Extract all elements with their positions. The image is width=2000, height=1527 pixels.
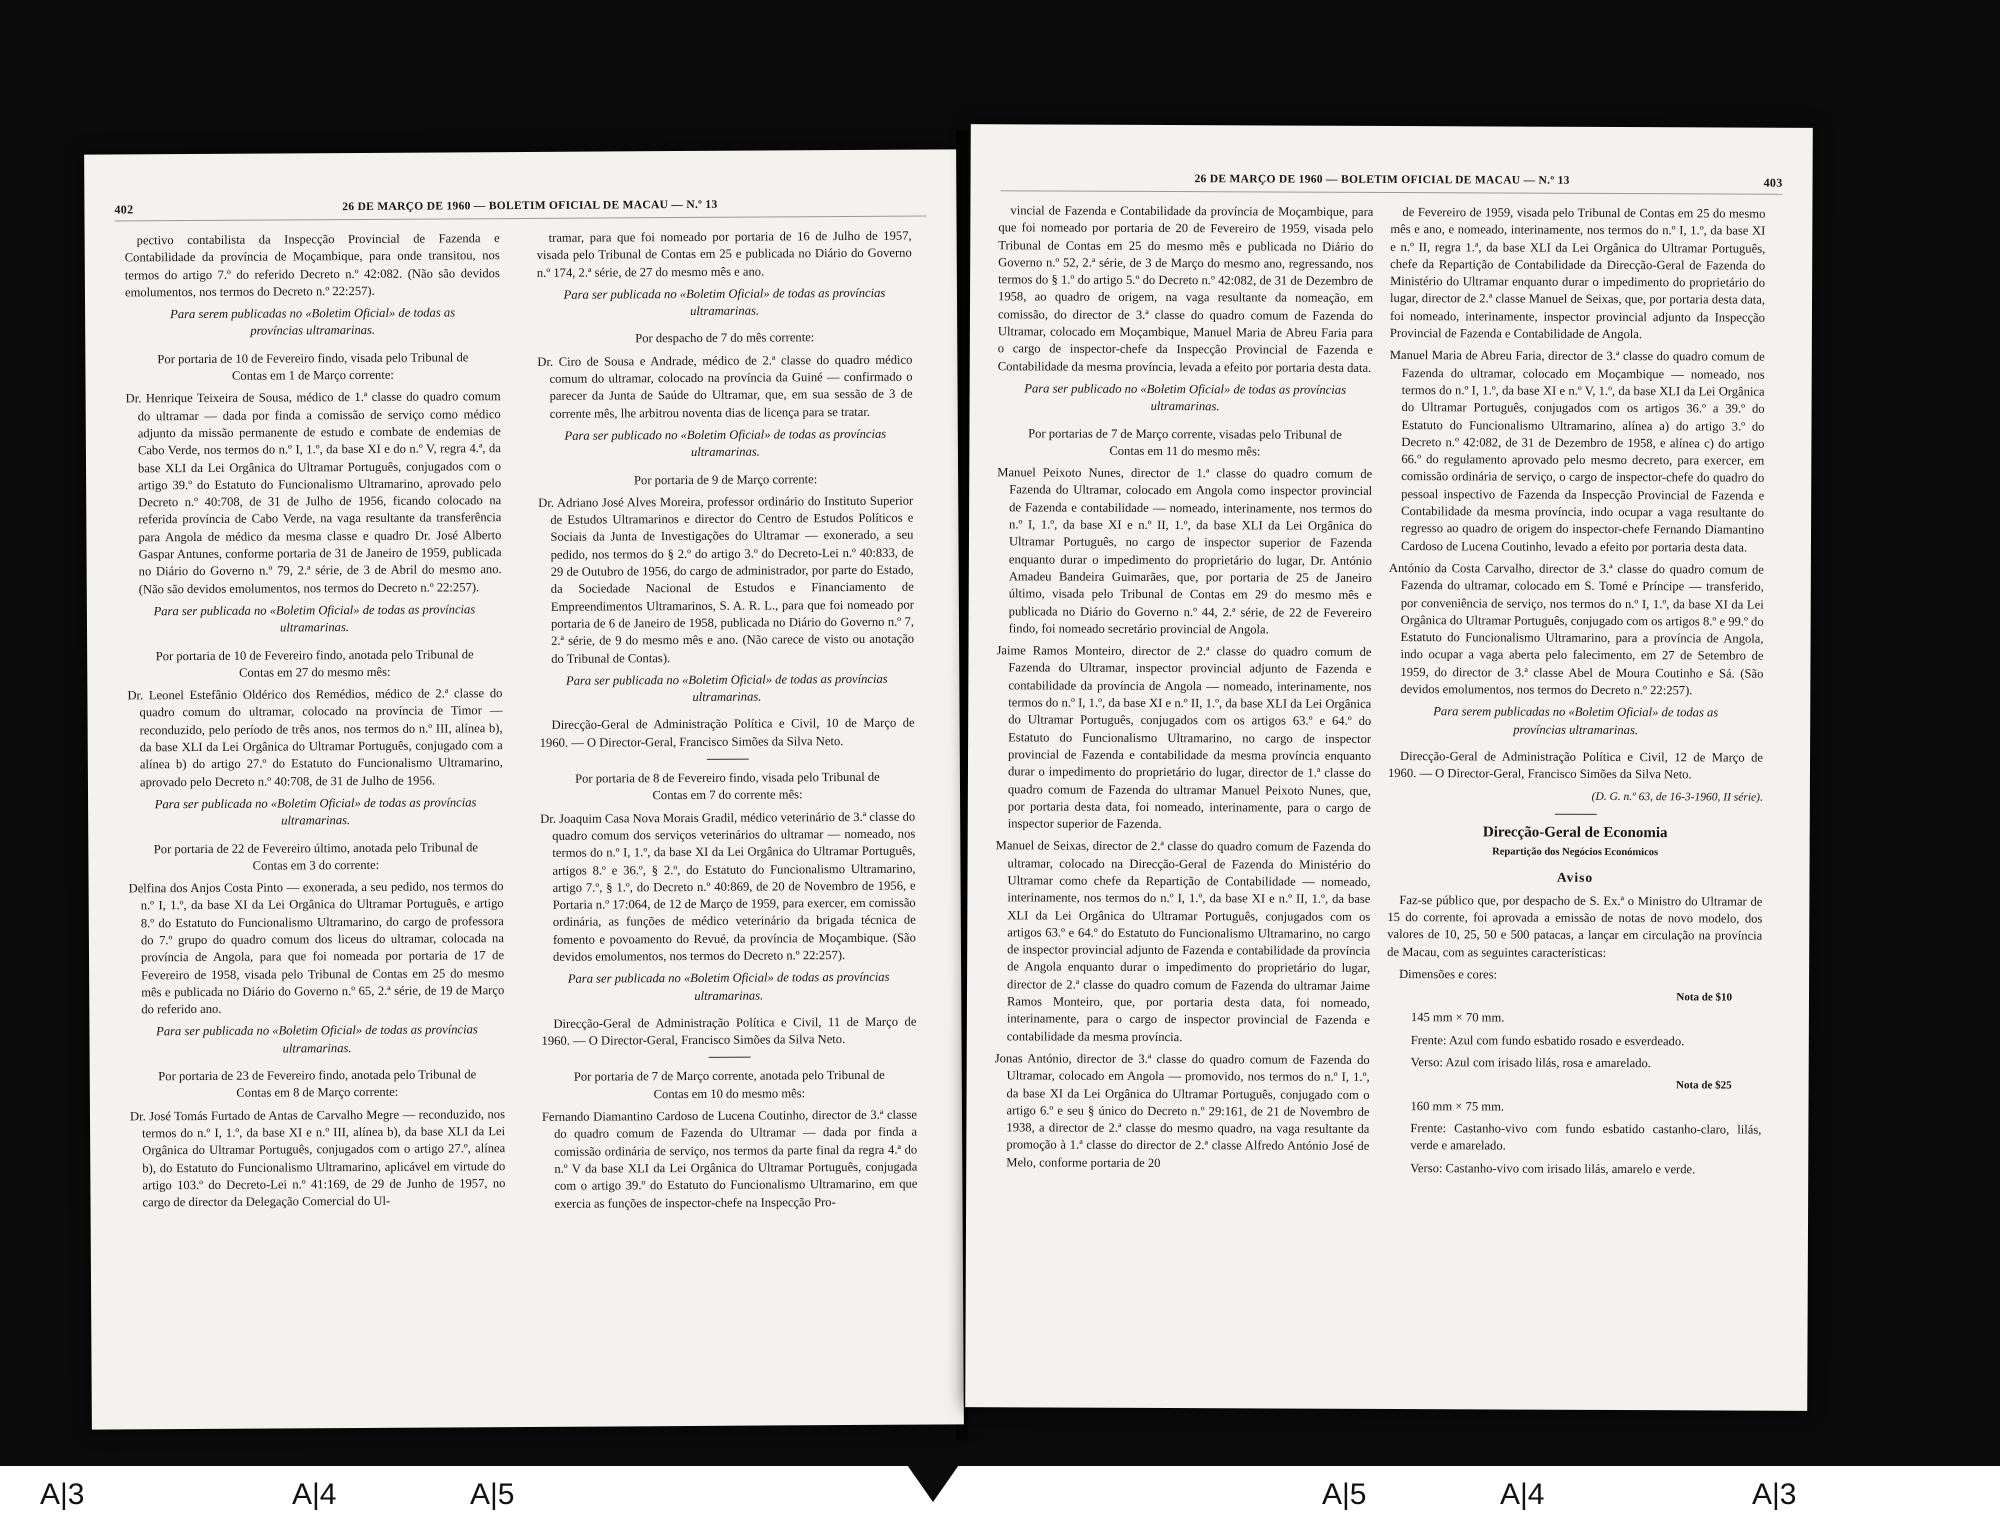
portaria-heading: Por portaria de 7 de Março corrente, anotada pelo Tribunal de Contas em 10 do mesmo mês: bbox=[573, 1068, 885, 1101]
entry-paragraph: Manuel de Seixas, director de 2.ª classe do quadro comum de Fazenda do ultramar, colocado na Direcção-Geral de Fazenda do Ministério do Ultramar como chefe da Repartição de Contabilidade — nomeado, interinamente, nos termos do n.º I, 1.º, da base XI e n.º II, 1.º, da base XLI da Lei Orgânica do Ultramar Português, conjugados com os artigos 63.º e 64.º do Estatuto do Funcionalismo Ultramarino, no cargo de inspector provincial adjunto de Fazenda e contabilidade da província de Angola enquanto durar o impedimento do proprietário do lugar, director de 2.ª classe do quadro comum de Fazenda do ultramar Jaime Ramos Monteiro, que, por portaria desta data, foi nomeado, interinamente, para o cargo de inspector provincial de Fazenda e contabilidade da mesma província. bbox=[995, 838, 1371, 1044]
spec-line: Frente: Castanho-vivo com fundo esbatido castanho-claro, lilás, verde e amarelado. bbox=[1410, 1121, 1762, 1153]
citation: (D. G. n.º 63, de 16-3-1960, II série). bbox=[1591, 790, 1763, 804]
portaria-heading: Por portaria de 9 de Março corrente: bbox=[633, 471, 818, 487]
entry-paragraph: Manuel Peixoto Nunes, director de 1.ª classe do quadro comum de Fazenda do Ultramar, colocado em Angola como inspector provincial de Fazenda e contabilidade — nomeado, interinamente, nos termos do n.º I, 1.º, da base XI e n.º II, 1.º, da base XLI da Lei Orgânica do Ultramar Português, no cargo de inspector superior de Fazenda enquanto durar o impedimento do proprietário do lugar, Dr. António Amadeu Bandeira Guimarães, que, por portaria de 25 de Janeiro último, visada pelo Tribunal de Contas em 29 do mesmo mês e publicada no Diário do Governo n.º 44, 2.ª série, de 22 de Fevereiro findo, foi nomeado secretário provincial de Angola. bbox=[997, 465, 1373, 637]
right-column-1 bbox=[994, 202, 1373, 1178]
spec-line: Verso: Castanho-vivo com irisado lilás, amarelo e verde. bbox=[1410, 1160, 1696, 1176]
publication-note: Para ser publicada no «Boletim Oficial» de todas as províncias ultramarinas. bbox=[565, 671, 888, 705]
notice-title: Aviso bbox=[1556, 870, 1594, 886]
portaria-heading: Por portaria de 10 de Fevereiro findo, visada pelo Tribunal de Contas em 1 de Março corrente: bbox=[157, 350, 469, 383]
section-title: Direcção-Geral de Economia bbox=[1482, 824, 1668, 842]
film-mark: A|5 bbox=[1322, 1478, 1367, 1511]
entry-paragraph: Dr. Ciro de Sousa e Andrade, médico de 2.ª classe do quadro médico comum do ultramar, colocado na província da Guiné — confirmado o parecer da Junta de Saúde do Ultramar, que, em sua sessão de 3 de corrente mês, lhe arbitrou noventa dias de licença para se tratar. bbox=[537, 352, 913, 421]
separator-rule bbox=[708, 1057, 750, 1058]
right-page bbox=[965, 124, 1813, 1411]
spec-line: Verso: Azul com irisado lilás, rosa e amarelado. bbox=[1410, 1055, 1652, 1071]
portaria-heading: Por portarias de 7 de Março corrente, visadas pelo Tribunal de Contas em 11 do mesmo mês: bbox=[1028, 425, 1342, 459]
page-number: 403 bbox=[1763, 175, 1783, 190]
spec-line: 145 mm × 70 mm. bbox=[1410, 1010, 1505, 1025]
publication-note: Para ser publicada no «Boletim Oficial» de todas as províncias ultramarinas. bbox=[567, 970, 890, 1003]
paragraph: pectivo contabilista da Inspecção Provincial de Fazenda e Contabilidade da província de Moçambique, para onde transitou, nos termos do artigo 7.º do referido Decreto n.º 42:082. (Não são devidos emolumentos, nos termos do Decreto n.º 22:257). bbox=[124, 231, 500, 300]
publication-note: Para ser publicada no «Boletim Oficial» de todas as províncias ultramarinas. bbox=[154, 795, 477, 828]
note-heading: Nota de $25 bbox=[1675, 1079, 1732, 1092]
entry-paragraph: Dr. Joaquim Casa Nova Morais Gradil, médico veterinário de 3.ª classe do quadro comum dos serviços veterinários do ultramar — nomeado, nos termos do n.º I, 1.º, da base XI da Lei Orgânica do Ultramar Português, artigos 8.º e 36.º, § 2.º, do Estatuto do Funcionalismo Ultramarino, artigo 7.º, § 1.º, do Decreto n.º 40:869, de 20 de Novembro de 1956, e Portaria n.º 17:064, de 12 de Março de 1959, para exercer, em comissão ordinária, as funções de médico veterinário da brigada técnica de fomento e povoamento do Revué, da província de Moçambique. (São devidos emolumentos, nos termos do Decreto n.º 22:257). bbox=[540, 809, 916, 964]
publication-note: Para serem publicadas no «Boletim Oficial» de todas as províncias ultramarinas. bbox=[170, 305, 456, 339]
running-header: 26 DE MARÇO DE 1960 — BOLETIM OFICIAL DE MACAU — N.º 13 bbox=[342, 198, 718, 214]
separator-rule bbox=[706, 759, 748, 760]
publication-note: Para ser publicado no «Boletim Oficial» de todas as províncias ultramarinas. bbox=[564, 426, 887, 460]
entry-paragraph: Dr. José Tomás Furtado de Antas de Carvalho Megre — reconduzido, nos termos do n.º I, 1.º, da base XI e n.º III, alínea b), da base XLI da Lei Orgânica do Ultramar Português, conjugados com o artigo 27.º, alínea b), do Estatuto do Funcionalismo Ultramarino, aplicável em virtude do artigo 103.º do Decreto-Lei n.º 41:169, de 29 de Junho de 1957, no cargo de director da Delegação Comercial do Ul- bbox=[129, 1106, 506, 1210]
entry-paragraph: Fernando Diamantino Cardoso de Lucena Coutinho, director de 3.ª classe do quadro comum de Fazenda do Ultramar — dada por finda a comissão ordinária de serviço, nos termos da parte final da regra 4.ª do n.º V da base XLI da Lei Orgânica do Ultramar Português, conjugada com o artigo 39.º do Estatuto do Funcionalismo Ultramarino, em que exercia as funções de inspector-chefe na Inspecção Pro- bbox=[541, 1107, 918, 1211]
right-column-2 bbox=[1386, 204, 1765, 1183]
paragraph: tramar, para que foi nomeado por portaria de 16 de Julho de 1957, visada pelo Tribunal de Contas em 25 e publicada no Diário do Governo n.º 174, 2.ª série, de 27 do mesmo mês e ano. bbox=[536, 228, 912, 280]
spec-line: Frente: Azul com fundo esbatido rosado e esverdeado. bbox=[1410, 1032, 1685, 1049]
publication-note: Para ser publicada no «Boletim Oficial» de todas as províncias ultramarinas. bbox=[563, 285, 886, 319]
film-mark: A|5 bbox=[470, 1478, 515, 1511]
left-column-2 bbox=[537, 228, 918, 1218]
signature-line: Direcção-Geral de Administração Política e Civil, 12 de Março de 1960. — O Director-Geral, Francisco Simões da Silva Neto. bbox=[1387, 748, 1764, 782]
entry-paragraph: Delfina dos Anjos Costa Pinto — exonerada, a seu pedido, nos termos do n.º I, 1.º, da base XI da Lei Orgânica do Ultramar Português, e artigo 8.º do Estatuto do Funcionalismo Ultramarino, do cargo de professora do 7.º grupo do quadro comum dos liceus do ultramar, colocada na província de Angola, para que foi nomeada por portaria de 17 de Fevereiro de 1958, visada pelo Tribunal de Contas em 25 do mesmo mês e publicada no Diário do Governo n.º 65, 2.ª série, de 19 de Março do referido ano. bbox=[128, 879, 505, 1017]
paragraph: Faz-se público que, por despacho de S. Ex.ª o Ministro do Ultramar de 15 do corrente, foi aprovada a emissão de notas de novo modelo, dos valores de 10, 25, 50 e 500 patacas, a lançar em circulação na província de Macau, com as seguintes características: bbox=[1387, 892, 1763, 960]
film-mark: A|3 bbox=[40, 1478, 85, 1511]
right-page-header bbox=[1001, 172, 1783, 194]
entry-paragraph: Dr. Leonel Estefânio Oldérico dos Remédios, médico de 2.ª classe do quadro comum do ultramar, colocado na província de Timor — reconduzido, pelo período de três anos, nos termos do n.º III, alínea b), da base XLI da Lei Orgânica do Ultramar Português, conjugado com a alínea b) do artigo 27.º do Estatuto do Funcionalismo Ultramarino, aprovado pelo Decreto n.º 40:708, de 31 de Julho de 1956. bbox=[127, 686, 503, 789]
entry-paragraph: António da Costa Carvalho, director de 3.ª classe do quadro comum de Fazenda do ultramar, colocado em S. Tomé e Príncipe — transferido, por conveniência de serviço, nos termos do n.º I, 1.º, da base XI da Lei Orgânica do Ultramar Português, conjugado com os artigos 8.º e 99.º do Estatuto do Funcionalismo Ultramarino, para a província de Angola, indo ocupar a vaga aberta pelo falecimento, em 27 de Setembro de 1959, do director de 3.ª classe Abel de Moura Coutinho e Sá. (São devidos emolumentos, nos termos do Decreto n.º 22:257). bbox=[1388, 560, 1764, 698]
entry-paragraph: Manuel Maria de Abreu Faria, director de 3.ª classe do quadro comum de Fazenda do ultramar, colocado em Moçambique — nomeado, nos termos do n.º I, 1.º, da base XI e n.º V, 1.º, da base XLI da Lei Orgânica do Ultramar Português, conjugados com os artigos 36.º a 39.º do Estatuto do Funcionalismo Ultramarino, alínea a) do artigo 3.º do Decreto n.º 42:082, de 31 de Dezembro de 1958, e alínea c) do artigo 66.º do regulamento aprovado pelo mesmo decreto, para exercer, em comissão ordinária de serviço, o cargo de inspector-chefe do quadro do pessoal inspectivo de Fazenda da Inspecção Provincial de Fazenda e Contabilidade da mesma província, indo ocupar a vaga resultante do regresso ao quadro de origem do inspector-chefe Fernando Diamantino Cardoso de Lucena Coutinho, levado a efeito por portaria desta data. bbox=[1389, 348, 1765, 555]
film-mark: A|4 bbox=[1500, 1478, 1545, 1511]
note-heading: Nota de $10 bbox=[1676, 991, 1733, 1004]
entry-paragraph: Dr. Henrique Teixeira de Sousa, médico de 1.ª classe do quadro comum do ultramar — dada por finda a comissão de serviço como médico adjunto da missão permanente de estudo e combate de endemias de Cabo Verde, nos termos do n.º I, 1.º, da base XI e do n.º V, regra 4.ª, da base XLI da Lei Orgânica do Ultramar Português, conjugados com o artigo 39.º do Estatuto do Funcionalismo Ultramarino, aprovado pelo Decreto n.º 40:708, de 31 de Julho de 1956, ficando colocado na referida província de Cabo Verde, na vaga resultante da transferência para Angola de médico da mesma classe e quadro Dr. José Alberto Gaspar Antunes, conforme portaria de 31 de Janeiro de 1959, publicada no Diário do Governo n.º 79, 2.ª série, de 3 de Abril do mesmo ano. (Não são devidos emolumentos, nos termos do Decreto n.º 22:257). bbox=[125, 389, 502, 596]
left-page-header bbox=[114, 198, 926, 222]
film-mark: A|3 bbox=[1752, 1478, 1797, 1511]
portaria-heading: Por portaria de 8 de Fevereiro findo, visada pelo Tribunal de Contas em 7 do corrente mês: bbox=[575, 769, 880, 803]
portaria-heading: Por despacho de 7 do mês corrente: bbox=[635, 330, 815, 346]
paragraph: vincial de Fazenda e Contabilidade da província de Moçambique, para que foi nomeado por portaria de 20 de Fevereiro de 1959, visada pelo Tribunal de Contas em 25 do mesmo mês e publicada no Diário do Governo n.º 52, 2.ª série, de 3 de Março do mesmo ano, regressando, nos termos do § 1.º do artigo 5.º do Decreto n.º 42:082, de 31 de Dezembro de 1958, ao quadro de origem, na vaga resultante da nomeação, em comissão, do director de 3.ª classe do quadro comum de Fazenda do Ultramar, colocado em Moçambique, Manuel Maria de Abreu Faria para o cargo de inspector-chefe da Inspecção Provincial de Fazenda e Contabilidade da mesma província, levada a efeito por portaria desta data. bbox=[997, 203, 1374, 375]
paragraph: Dimensões e cores: bbox=[1399, 966, 1498, 982]
spec-line: 160 mm × 75 mm. bbox=[1410, 1098, 1505, 1114]
film-notch bbox=[905, 1462, 961, 1502]
section-subtitle: Repartição dos Negócios Económicos bbox=[1492, 846, 1659, 859]
entry-paragraph: Jonas António, director de 3.ª classe do quadro comum de Fazenda do Ultramar, colocado em Angola — promovido, nos termos do n.º I, 1.º, da base XI da Lei Orgânica do Ultramar Português, conjugado com o artigo 6.º e seu § único do Decreto n.º 29:161, de 21 de Novembro de 1938, a director de 2.ª classe do mesmo quadro, na vaga resultante da promoção à 1.ª classe do director de 2.ª classe Alfredo António José de Melo, conforme portaria de 20 bbox=[994, 1051, 1370, 1170]
publication-note: Para ser publicada no «Boletim Oficial» de todas as províncias ultramarinas. bbox=[153, 602, 476, 635]
entry-paragraph: Jaime Ramos Monteiro, director de 2.ª classe do quadro comum de Fazenda do Ultramar, inspector provincial adjunto de Fazenda e contabilidade da província de Angola — nomeado, interinamente, nos termos do n.º I, 1.º, da base XI e n.º II, 1.º, da base XLI da Lei Orgânica do Ultramar Português, conjugados com os artigos 63.º e 64.º do Estatuto do Funcionalismo Ultramarino, no cargo de inspector provincial de Fazenda e contabilidade da mesma província enquanto durar o impedimento do proprietário do lugar, director de 1.ª classe do quadro comum de Fazenda do ultramar Manuel Peixoto Nunes, que, por portaria desta data, foi nomeado, interinamente, para o cargo de inspector superior de Fazenda. bbox=[996, 643, 1372, 832]
page-number: 402 bbox=[114, 202, 134, 217]
publication-note: Para ser publicada no «Boletim Oficial» de todas as províncias ultramarinas. bbox=[156, 1022, 478, 1056]
portaria-heading: Por portaria de 23 de Fevereiro findo, anotada pelo Tribunal de Contas em 8 de Março corrente: bbox=[158, 1067, 477, 1101]
publication-note: Para ser publicado no «Boletim Oficial» de todas as províncias ultramarinas. bbox=[1024, 381, 1347, 414]
running-header: 26 DE MARÇO DE 1960 — BOLETIM OFICIAL DE MACAU — N.º 13 bbox=[1194, 173, 1570, 187]
film-mark: A|4 bbox=[292, 1478, 337, 1511]
portaria-heading: Por portaria de 22 de Fevereiro último, anotada pelo Tribunal de Contas em 3 do corrente: bbox=[153, 839, 479, 873]
portaria-heading: Por portaria de 10 de Fevereiro findo, anotada pelo Tribunal de Contas em 27 do mesmo mês: bbox=[155, 646, 474, 680]
entry-paragraph: Dr. Adriano José Alves Moreira, professor ordinário do Instituto Superior de Estudos Ultramarinos e director do Centro de Estudos Políticos e Sociais da Junta de Investigações do Ultramar — exonerado, a seu pedido, nos termos do § 2.º do artigo 3.º do Decreto-Lei n.º 40:833, de 29 de Outubro de 1956, do cargo de administrador, por parte do Estado, da Sociedade Nacional de Estudos e Financiamento de Empreendimentos Ultramarinos, S. A. R. L., para que foi nomeado por portaria de 6 de Janeiro de 1958, publicada no Diário do Governo n.º 7, 2.ª série, de 9 do mesmo mês e ano. (Não carece de visto ou anotação do Tribunal de Contas). bbox=[538, 493, 915, 666]
left-page bbox=[84, 149, 964, 1429]
signature-line: Direcção-Geral de Administração Política e Civil, 11 de Março de 1960. — O Director-Geral, Francisco Simões da Silva Neto. bbox=[541, 1014, 917, 1049]
publication-note: Para serem publicadas no «Boletim Oficial» de todas as províncias ultramarinas. bbox=[1433, 704, 1719, 737]
separator-rule bbox=[1554, 814, 1596, 815]
paragraph: de Fevereiro de 1959, visada pelo Tribunal de Contas em 25 do mesmo mês e ano, e nomeado, interinamente, nos termos do n.º I, 1.º, da base XI e n.º II, regra 1.ª, da base XLI da Lei Orgânica do Ultramar Português, chefe da Repartição de Contabilidade da Direcção-Geral de Fazenda do Ministério do Ultramar enquanto durar o impedimento do proprietário do lugar, director de 2.ª classe Manuel de Seixas, que, por portaria desta data, foi nomeado, interinamente, inspector provincial adjunto da Inspecção Provincial de Fazenda e Contabilidade de Angola. bbox=[1389, 205, 1766, 342]
signature-line: Direcção-Geral de Administração Política e Civil, 10 de Março de 1960. — O Director-Geral, Francisco Simões da Silva Neto. bbox=[539, 716, 915, 750]
left-column-1 bbox=[125, 230, 506, 1217]
